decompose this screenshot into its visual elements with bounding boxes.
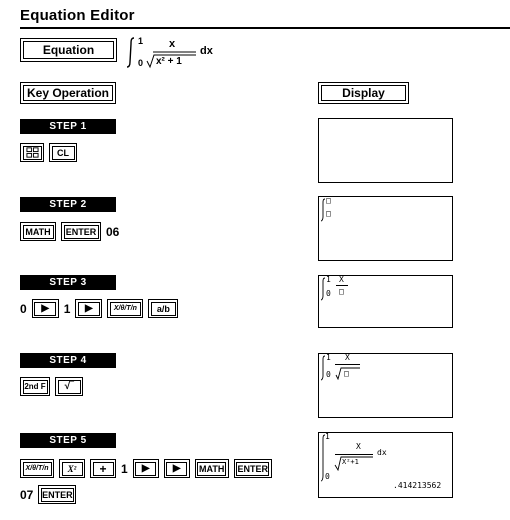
- math-key[interactable]: MATH: [20, 222, 56, 241]
- enter-key[interactable]: ENTER: [234, 459, 272, 478]
- plus-key[interactable]: [90, 459, 116, 478]
- lcd-lower-limit: □: [326, 209, 331, 218]
- grid-icon: [23, 146, 42, 160]
- equation-label: Equation: [23, 41, 114, 59]
- step-1-display: [318, 118, 453, 183]
- square-key[interactable]: X²: [59, 459, 85, 478]
- step-5-display: 1 0 X X²+1 dx .414213562: [318, 432, 453, 498]
- step-3-badge: STEP 3: [20, 275, 116, 290]
- step-1-badge: STEP 1: [20, 119, 116, 134]
- step-2-badge: STEP 2: [20, 197, 116, 212]
- equation-differential: dx: [200, 45, 213, 57]
- right-arrow-key[interactable]: [164, 459, 190, 478]
- equation-numerator: x: [169, 38, 176, 50]
- cl-key[interactable]: CL: [49, 143, 77, 162]
- step-2-keys: [20, 222, 119, 241]
- step-4-display: 1 0 X □: [318, 353, 453, 418]
- step-2-display: [318, 196, 453, 261]
- right-arrow-key[interactable]: [133, 459, 159, 478]
- grid-key[interactable]: [20, 143, 44, 162]
- right-arrow-icon: ▶: [166, 462, 187, 476]
- sqrt-key[interactable]: [55, 377, 83, 396]
- lcd-fraction-bar: [336, 285, 348, 286]
- step-3-display: 1 0 X □: [318, 275, 453, 328]
- enter-key[interactable]: ENTER: [38, 485, 76, 504]
- lcd-result: .414213562: [393, 481, 442, 490]
- step-5-badge: STEP 5: [20, 433, 116, 448]
- step-4-keys: [20, 377, 83, 396]
- step-5-keys-row-1: X/θ/T/n X² + 1 ▶ ▶ MATH ENTER: [20, 459, 272, 478]
- lcd-fraction-bar: [335, 364, 360, 365]
- equation-denominator: x² + 1: [156, 56, 182, 67]
- equation-label-box: [20, 38, 117, 62]
- variable-key[interactable]: X/θ/T/n: [20, 459, 54, 478]
- step-1-keys: [20, 143, 77, 162]
- right-arrow-icon: ▶: [78, 302, 100, 316]
- step-3-keys: 0 ▶ 1 ▶ X/θ/T/n a/b: [20, 299, 178, 318]
- integral-lower-limit: 0: [138, 58, 144, 68]
- plus-icon: +: [93, 462, 114, 476]
- title-divider: [20, 27, 510, 29]
- integral-upper-limit: 1: [138, 36, 144, 46]
- fraction-key[interactable]: a/b: [148, 299, 178, 318]
- enter-key[interactable]: ENTER: [61, 222, 101, 241]
- key-operation-header: Key Operation: [20, 82, 116, 104]
- right-arrow-key[interactable]: [32, 299, 59, 318]
- math-key[interactable]: MATH: [195, 459, 229, 478]
- display-header: Display: [318, 82, 409, 104]
- right-arrow-icon: ▶: [34, 302, 56, 316]
- equation-formula: [124, 34, 224, 70]
- lcd-upper-limit: □: [326, 196, 331, 205]
- variable-key[interactable]: X/θ/T/n: [107, 299, 143, 318]
- right-arrow-icon: ▶: [135, 462, 156, 476]
- page-title: Equation Editor: [20, 7, 135, 24]
- 2ndf-key[interactable]: 2nd F: [20, 377, 50, 396]
- step-2-trailing-digits: 06: [106, 224, 120, 239]
- right-arrow-key[interactable]: [75, 299, 102, 318]
- sqrt-icon: √‾: [58, 380, 81, 394]
- step-4-badge: STEP 4: [20, 353, 116, 368]
- step-5-keys-row-2: 07 ENTER: [20, 485, 76, 504]
